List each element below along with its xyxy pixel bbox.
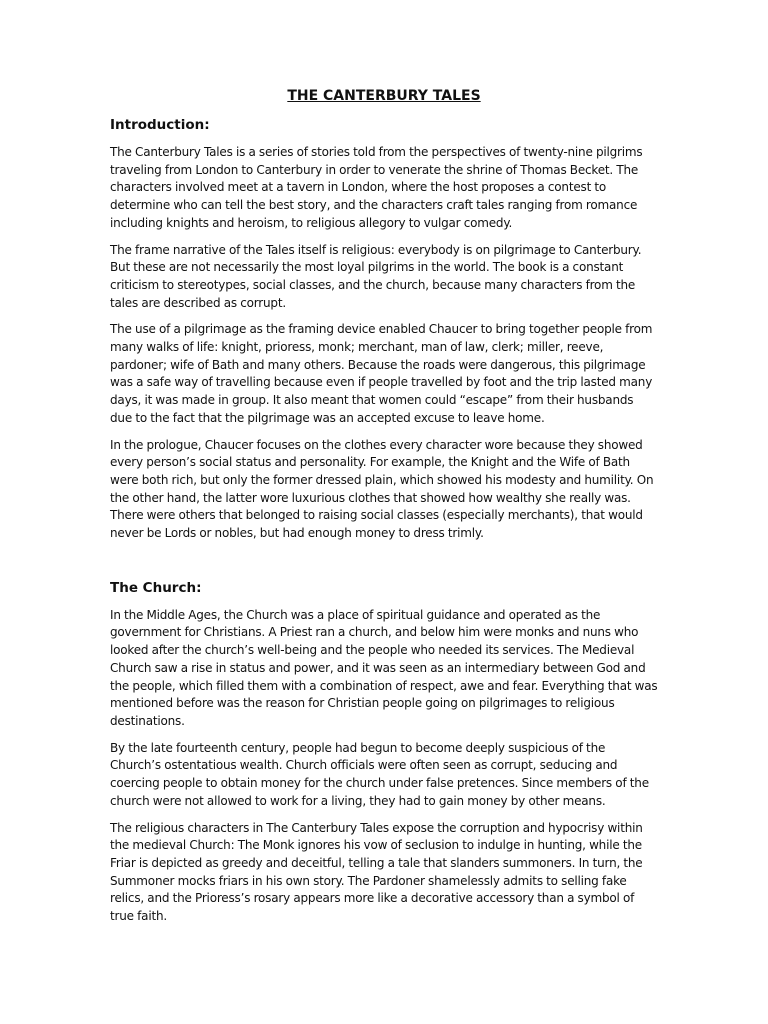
section-heading-introduction: Introduction:	[110, 117, 210, 133]
document-title: THE CANTERBURY TALES	[287, 88, 481, 104]
section-spacer	[110, 552, 658, 579]
paragraph: The religious characters in The Canterbury Tales expose the corruption and hypocrisy within the medieval Church: The Monk ignores his vow of seclusion to indulge in hunting, while the Friar is depicted as greedy and deceitful, telling a tale that slanders summoners. In turn, the Summoner mocks friars in his own story. The Pardoner shamelessly admits to selling fake relics, and the Prioress’s rosary appears more like a decorative accessory than a symbol of true faith.	[110, 820, 643, 924]
paragraph: In the prologue, Chaucer focuses on the clothes every character wore because they showed every person’s social status and personality. For example, the Knight and the Wife of Bath were both rich, but only the former dressed plain, which showed his modesty and humility. On the other hand, the latter wore luxurious clothes that showed how wealthy she really was. There were others that belonged to raising social classes (especially merchants), that would never be Lords or nobles, but had enough money to dress trimly.	[110, 437, 654, 541]
paragraph: The use of a pilgrimage as the framing device enabled Chaucer to bring together people from many walks of life: knight, prioress, monk; merchant, man of law, clerk; miller, reeve, pardoner; wife of Bath and many others. Because the roads were dangerous, this pilgrimage was a safe way of travelling because even if people travelled by foot and the trip lasted many days, it was made in group. It also meant that women could “escape” from their husbands due to the fact that the pilgrimage was an accepted excuse to leave home.	[110, 322, 653, 425]
section-heading-the-church: The Church:	[110, 579, 202, 596]
paragraph: The frame narrative of the Tales itself is religious: everybody is on pilgrimage to Canterbury. But these are not necessarily the most loyal pilgrims in the world. The book is a constant criticism to stereotypes, social classes, and the church, because many characters from the tales are described as corrupt.	[110, 242, 642, 310]
paragraph: The Canterbury Tales is a series of stories told from the perspectives of twenty-nine pilgrims traveling from London to Canterbury in order to venerate the shrine of Thomas Becket. The characters involved meet at a tavern in London, where the host proposes a contest to determine who can tell the best story, and the characters craft tales ranging from romance including knights and heroism, to religious allegory to vulgar comedy.	[110, 145, 643, 230]
paragraph: In the Middle Ages, the Church was a place of spiritual guidance and operated as the government for Christians. A Priest ran a church, and below him were monks and nuns who looked after the church’s well-being and the people who needed its services. The Medieval Church saw a rise in status and power, and it was seen as an intermediary between God and the people, which filled them with a combination of respect, awe and fear. Everything that was mentioned before was the reason for Christian people going on pilgrimages to religious destinations.	[110, 607, 658, 728]
document-page	[110, 87, 658, 935]
paragraph: By the late fourteenth century, people had begun to become deeply suspicious of the Church’s ostentatious wealth. Church officials were often seen as corrupt, seducing and coercing people to obtain money for the church under false pretences. Since members of the church were not allowed to work for a living, they had to gain money by other means.	[110, 740, 649, 808]
